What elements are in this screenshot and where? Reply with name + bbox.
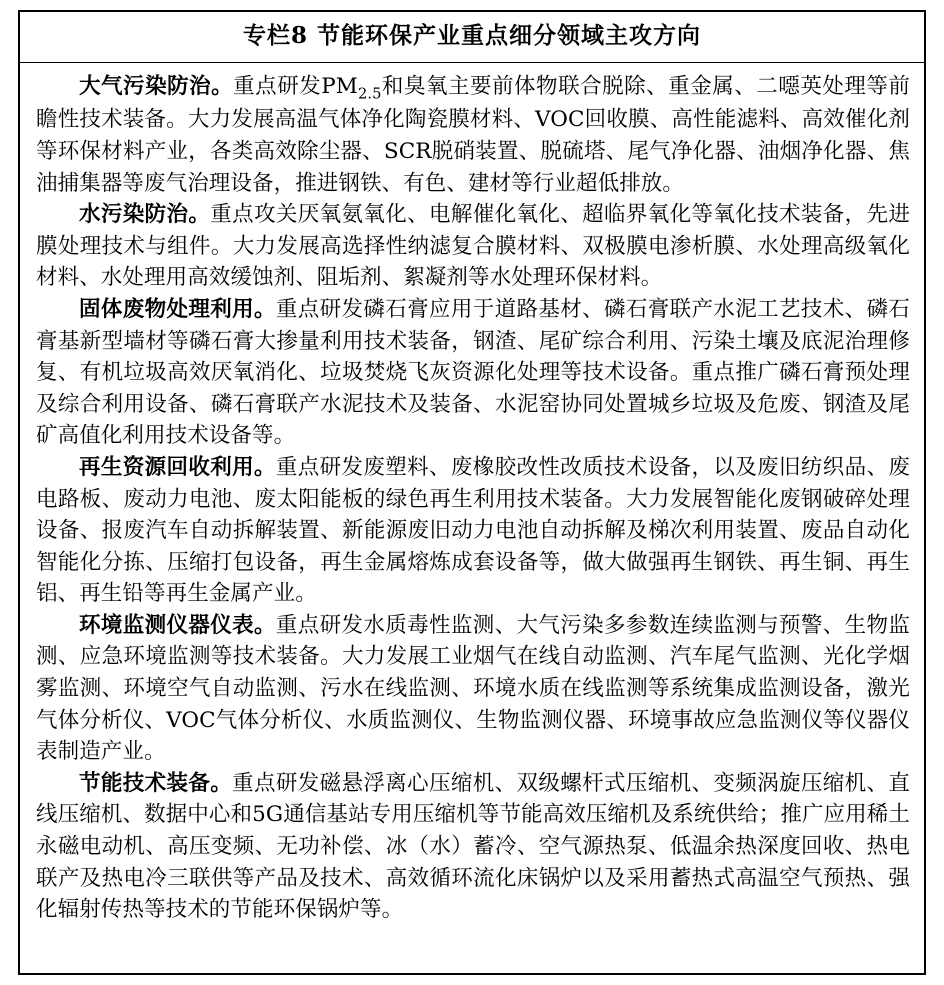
paragraph-water-pollution: [36, 199, 910, 294]
paragraph-air-pollution: [36, 71, 910, 200]
paragraph-lead-energy-saving-equipment: 节能技术装备。: [79, 770, 233, 796]
paragraph-text-water-pollution: 重点攻关厌氧氨氧化、电解催化氧化、超临界氧化等氧化技术装备，先进膜处理技术与组件。大力发展高选择性纳滤复合膜材料、双极膜电渗析膜、水处理高级氧化材料、水处理用高效缓蚀剂、阻垢剂、絮凝剂等水处理环保材料。: [36, 202, 911, 291]
paragraph-monitoring-instruments: [36, 610, 910, 768]
callout-box: [18, 10, 926, 975]
paragraph-text-energy-saving-equipment: 重点研发磁悬浮离心压缩机、双级螺杆式压缩机、变频涡旋压缩机、直线压缩机、数据中心和5G通信基站专用压缩机等节能高效压缩机及系统供给；推广应用稀土永磁电动机、高压变频、无功补偿、冰（水）蓄冷、空气源热泵、低温余热深度回收、热电联产及热电冷三联供等产品及技术、高效循环流化床锅炉以及采用蓄热式高温空气预热、强化辐射传热等技术的节能环保锅炉等。: [36, 770, 911, 923]
paragraph-lead-monitoring-instruments: 环境监测仪器仪表。: [79, 612, 276, 638]
paragraph-text-resource-recycling: 重点研发废塑料、废橡胶改性改质技术设备，以及废旧纺织品、废电路板、废动力电池、废太阳能板的绿色再生利用技术装备。大力发展智能化废钢破碎处理设备、报废汽车自动拆解装置、新能源废旧动力电池自动拆解及梯次利用装置、废品自动化智能化分拣、压缩打包设备，再生金属熔炼成套设备等，做大做强再生钢铁、再生铜、再生铝、再生铅等再生金属产业。: [36, 454, 911, 607]
paragraph-text-monitoring-instruments: 重点研发水质毒性监测、大气污染多参数连续监测与预警、生物监测、应急环境监测等技术装备。大力发展工业烟气在线自动监测、汽车尾气监测、光化学烟雾监测、环境空气自动监测、污水在线监测、环境水质在线监测等系统集成监测设备，激光气体分析仪、VOC气体分析仪、水质监测仪、生物监测仪器、环境事故应急监测仪等仪器仪表制造产业。: [36, 612, 911, 765]
paragraph-lead-water-pollution: 水污染防治。: [79, 202, 211, 228]
paragraph-text-air-pollution: 重点研发$PM_{2.5}$和臭氧主要前体物联合脱除、重金属、二噁英处理等前瞻性技术装备。大力发展高温气体净化陶瓷膜材料、VOC回收膜、高性能滤料、高效催化剂等环保材料产业，各类高效除尘器、SCR脱硝装置、脱硫塔、尾气净化器、油烟净化器、焦油捕集器等废气治理设备，推进钢铁、有色、建材等行业超低排放。: [36, 73, 911, 196]
paragraph-lead-solid-waste: 固体废物处理利用。: [79, 296, 276, 322]
paragraph-lead-air-pollution: 大气污染防治。: [79, 73, 234, 99]
paragraph-text-solid-waste: 重点研发磷石膏应用于道路基材、磷石膏联产水泥工艺技术、磷石膏基新型墙材等磷石膏大掺量利用技术装备，钢渣、尾矿综合利用、污染土壤及底泥治理修复、有机垃圾高效厌氧消化、垃圾焚烧飞灰资源化处理等技术设备。重点推广磷石膏预处理及综合利用设备、磷石膏联产水泥技术及装备、水泥窑协同处置城乡垃圾及危废、钢渣及尾矿高值化利用技术设备等。: [36, 296, 911, 449]
paragraph-lead-resource-recycling: 再生资源回收利用。: [79, 454, 276, 480]
callout-title-bar: [20, 12, 924, 63]
paragraph-energy-saving-equipment: [36, 768, 910, 926]
callout-body: [20, 63, 924, 934]
paragraph-solid-waste: [36, 294, 910, 452]
paragraph-resource-recycling: [36, 452, 910, 610]
page-title: 专栏8 节能环保产业重点细分领域主攻方向: [242, 22, 701, 49]
